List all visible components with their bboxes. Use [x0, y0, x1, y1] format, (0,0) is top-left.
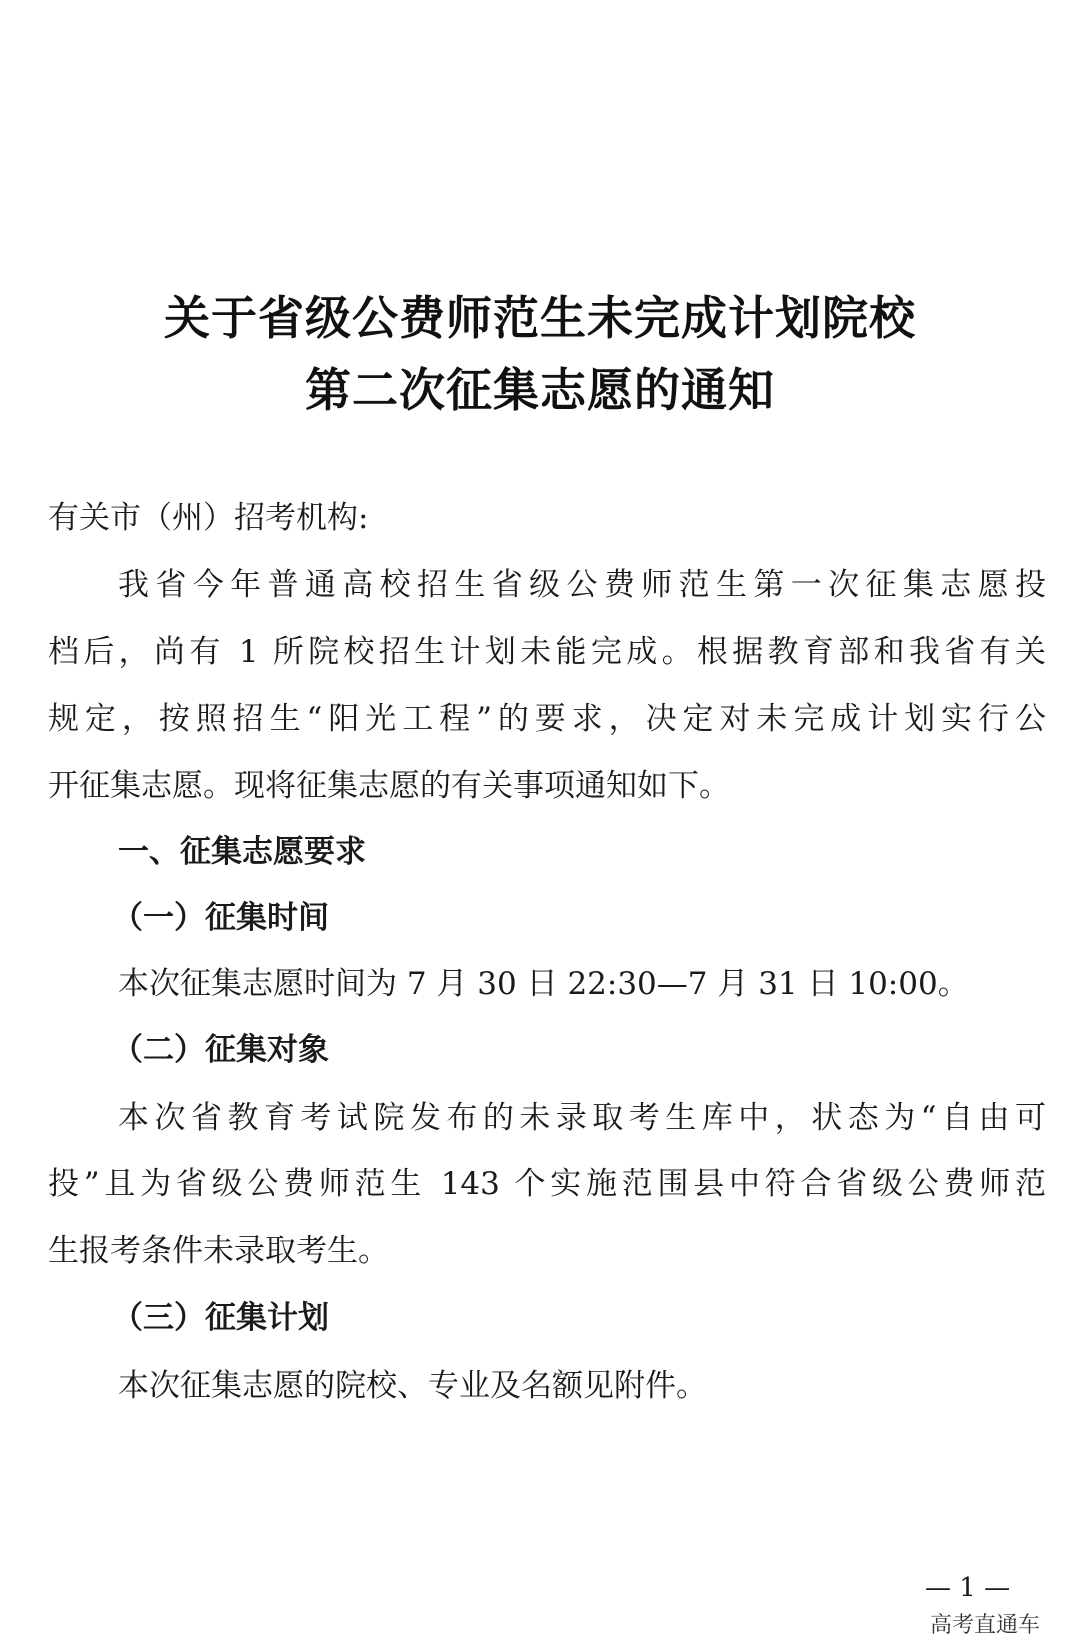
- subsection-1-text: 本次征集志愿时间为 7 月 30 日 22:30—7 月 31 日 10:00。: [118, 966, 969, 1002]
- subsection-2-heading: （二）征集对象: [112, 1032, 329, 1068]
- intro-line-4: 开征集志愿。现将征集志愿的有关事项通知如下。: [48, 768, 730, 804]
- section-1-heading: 一、征集志愿要求: [118, 834, 366, 870]
- subsection-2-line-1: 本次省教育考试院发布的未录取考生库中，状态为“自由可: [118, 1100, 1046, 1136]
- intro-line-1: 我省今年普通高校招生省级公费师范生第一次征集志愿投: [118, 567, 1046, 603]
- salutation: 有关市（州）招考机构:: [48, 500, 369, 536]
- intro-line-3: 规定，按照招生“阳光工程”的要求，决定对未完成计划实行公: [48, 701, 1046, 737]
- subsection-1-heading: （一）征集时间: [112, 900, 329, 936]
- subsection-2-line-3: 生报考条件未录取考生。: [48, 1233, 389, 1269]
- document-title-line-1: 关于省级公费师范生未完成计划院校: [164, 291, 916, 345]
- watermark-label: 高考直通车: [930, 1612, 1041, 1637]
- page-number: — 1 —: [925, 1573, 1011, 1603]
- subsection-3-text: 本次征集志愿的院校、专业及名额见附件。: [118, 1368, 707, 1404]
- subsection-3-heading: （三）征集计划: [112, 1300, 329, 1336]
- intro-line-2: 档后，尚有 1 所院校招生计划未能完成。根据教育部和我省有关: [48, 634, 1046, 670]
- document-title-line-2: 第二次征集志愿的通知: [305, 363, 775, 417]
- subsection-2-line-2: 投”且为省级公费师范生 143 个实施范围县中符合省级公费师范: [48, 1166, 1046, 1202]
